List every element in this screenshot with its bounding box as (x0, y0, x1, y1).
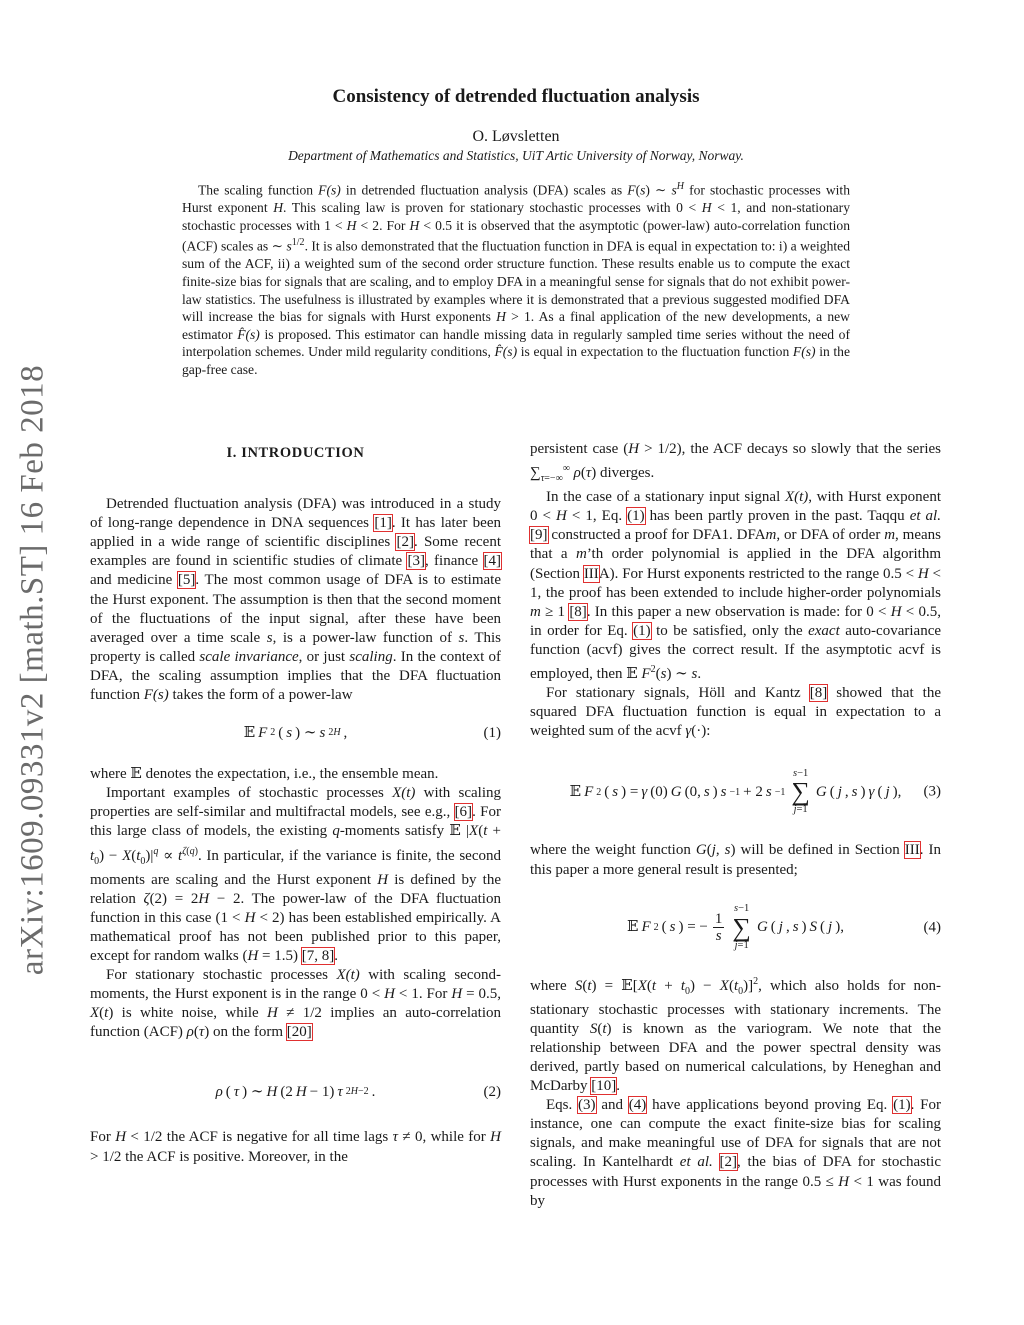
citation-link[interactable]: [7, 8] (301, 947, 335, 964)
paragraph: where 𝔼 denotes the expectation, i.e., the ensemble mean. (90, 766, 439, 783)
section-heading-introduction: I. INTRODUCTION (226, 445, 365, 461)
citation-link[interactable]: [1] (374, 515, 392, 532)
citation-link[interactable]: [9] (530, 527, 548, 544)
equation-2: ρ ( τ ) ∼ H (2 H − 1) τ 2H−2 . (2) (215, 1084, 501, 1101)
abstract: The scaling function F(s) in detrended fluctuation analysis (DFA) scales as F(s) ∼ $s^H$ for stochastic processes with Hurst exponent H. This scaling law is proven for stationary stochastic processes with 0 < H < 1, and non-stationary stochastic processes with 1 < H < 2. For H < 0.5 it is observed that the asymptotic (power-law) auto-correlation function (ACF) scales as ∼ $s^{1/2}$. It is also demonstrated that the fluctuation function in DFA is equal in expectation to: i) a weighted sum of the ACF, ii) a weighted sum of the second order structure function. These results enable us to compute the exact finite-size bias for signals that are scaling, and to employ DFA in a meaningful sense for signals that do not exhibit power-law statistics. The usefulness is illustrated by examples where it is demonstrated that a previous suggested modified DFA will increase the bias for signals with Hurst exponents H > 1. As a final application of the new developments, a new estimator F̂(s) is proposed. This estimator can handle missing data in regularly sampled time series without the need of interpolation schemes. Under mild regularity conditions, F̂(s) is equal in expectation to the fluctuation function F(s) in the gap-free case. (182, 181, 851, 377)
equation-link[interactable]: (1) (633, 622, 651, 639)
paragraph: For stationary signals, Höll and Kantz [8] showed that the squared DFA fluctuation function is equal in expectation to a weighted sum of the acvf γ(·): (530, 685, 941, 740)
right-column (530, 440, 941, 1211)
citation-link[interactable]: [6] (454, 804, 473, 821)
paragraph: Eqs. (3) and (4) have applications beyond proving Eq. (1). For instance, one can compute the exact finite-size bias for scaling signals, and make meaningful use of DFA for signals that are not scaling. In Kantelhardt et al. [2], the bias of DFA for stochastic processes with Hurst exponents in the range 0.5 ≤ H < 1 was found by (530, 1097, 941, 1209)
section-link[interactable]: III (583, 565, 599, 582)
equation-3: 𝔼 F 2 ( s ) = γ (0) G (0, s ) s −1 + 2 s −1 s−1 ∑ j=1 G ( j , s ) γ ( j ), (3) (569, 767, 941, 816)
left-column (90, 440, 501, 1167)
citation-link[interactable]: [10] (591, 1078, 617, 1095)
equation-link[interactable]: (1) (893, 1097, 911, 1114)
equation-link[interactable]: (3) (578, 1097, 596, 1114)
paragraph: For H < 1/2 the ACF is negative for all time lags τ ≠ 0, while for H > 1/2 the ACF is positive. Moreover, in the (90, 1129, 501, 1165)
citation-link[interactable]: [4] (483, 553, 501, 570)
citation-link[interactable]: [2] (396, 534, 414, 551)
paragraph: where S(t) = 𝔼[X(t + $t_0) - X(t_0)]^2$, which also holds for non-stationary stochastic processes with stationary increments. The quantity S(t) is known as the variogram. We note that the relationship between DFA and the power spectral density was derived, partly based on numerical calculations, by Heneghan and McDarby [10]. (530, 975, 941, 1095)
author-name: O. Løvsletten (472, 128, 560, 145)
arxiv-identifier: arXiv:1609.09331v2 [math.ST] 16 Feb 2018 (14, 364, 51, 976)
paragraph: In the case of a stationary input signal X(t), with Hurst exponent 0 < H < 1, Eq. (1) has been partly proven in the past. Taqqu et al. [9] constructed a proof for DFA1. DFAm, or DFA of order m, means that a m’th order polynomial is applied in the DFA algorithm (Section IIIA). For Hurst exponents restricted to the range 0.5 < H < 1, the proof has been extended to include higher-order polynomials m ≥ 1 [8]. In this paper a new observation is made: for 0 < H < 0.5, in order for Eq. (1) to be satisfied, only the exact auto-covariance function (acvf) gives the correct result. If the asymptotic acvf is employed, then 𝔼 $F^2(s)$ ∼ s. (530, 489, 942, 683)
equation-1: 𝔼 F 2 ( s ) ∼ s 2H , (1) (243, 725, 501, 742)
equation-link[interactable]: (4) (628, 1097, 647, 1114)
equation-link[interactable]: (1) (627, 508, 645, 525)
section-link[interactable]: III (904, 842, 920, 859)
citation-link[interactable]: [3] (407, 553, 425, 570)
citation-link[interactable]: [2] (719, 1154, 738, 1171)
equation-4: 𝔼 F 2 ( s ) = − $\frac{1}{s}$ s−1 ∑ j=1 G ( j , s ) S ( j ), (4) (627, 903, 941, 951)
paragraph: Important examples of stochastic processes X(t) with scaling properties are self-similar and multifractal models, see e.g., [6]. For this large class of models, the existing q-moments satisfy 𝔼 $|X(t + t_0) - X(t_0)|^q \propto t^{\zeta(q)}$. In particular, if the variance is finite, the second moments are scaling and the Hurst exponent H is defined by the relation ζ(2) = 2H − 2. The power-law of the DFA fluctuation function in this case (1 < H < 2) has been established empirically. A mathematical proof has not been published prior to this paper, except for random walks (H = 1.5) [7, 8]. (90, 785, 502, 964)
paragraph: persistent case (H > 1/2), the ACF decays so slowly that the series $\sum_{\tau=-\infty}^\infty$ ρ(τ) diverges. (530, 441, 941, 485)
paragraph: Detrended fluctuation analysis (DFA) was introduced in a study of long-range dependence in DNA sequences [1]. It has later been applied in a wide range of scientific disciplines [2]. Some recent examples are found in scientific studies of climate [3], finance [4] and medicine [5]. The most common usage of DFA is to estimate the Hurst exponent. The assumption is then that the second moment of the fluctuations of the input signal, after these have been averaged over a time scale s, is a power-law function of s. This property is called scale invariance, or just scaling. In the context of DFA, the scaling assumption implies that the DFA fluctuation function F(s) takes the form of a power-law (90, 496, 501, 704)
citation-link[interactable]: [5] (177, 572, 196, 589)
arxiv-sidebar (8, 340, 58, 1000)
citation-link[interactable]: [8] (569, 603, 587, 620)
paper-title: Consistency of detrended fluctuation analysis (332, 86, 700, 107)
paragraph: where the weight function G(j, s) will be defined in Section III. In this paper a more general result is presented; (530, 842, 942, 878)
citation-link[interactable]: [8] (809, 685, 828, 702)
citation-link[interactable]: [20] (286, 1024, 312, 1041)
affiliation: Department of Mathematics and Statistics, UiT Artic University of Norway, Norway. (288, 148, 744, 163)
paragraph: For stationary stochastic processes X(t) with scaling second-moments, the Hurst exponent is in the range 0 < H < 1. For H = 0.5, X(t) is white noise, while H ≠ 1/2 implies an auto-correlation function (ACF) ρ(τ) on the form [20] (90, 967, 502, 1041)
